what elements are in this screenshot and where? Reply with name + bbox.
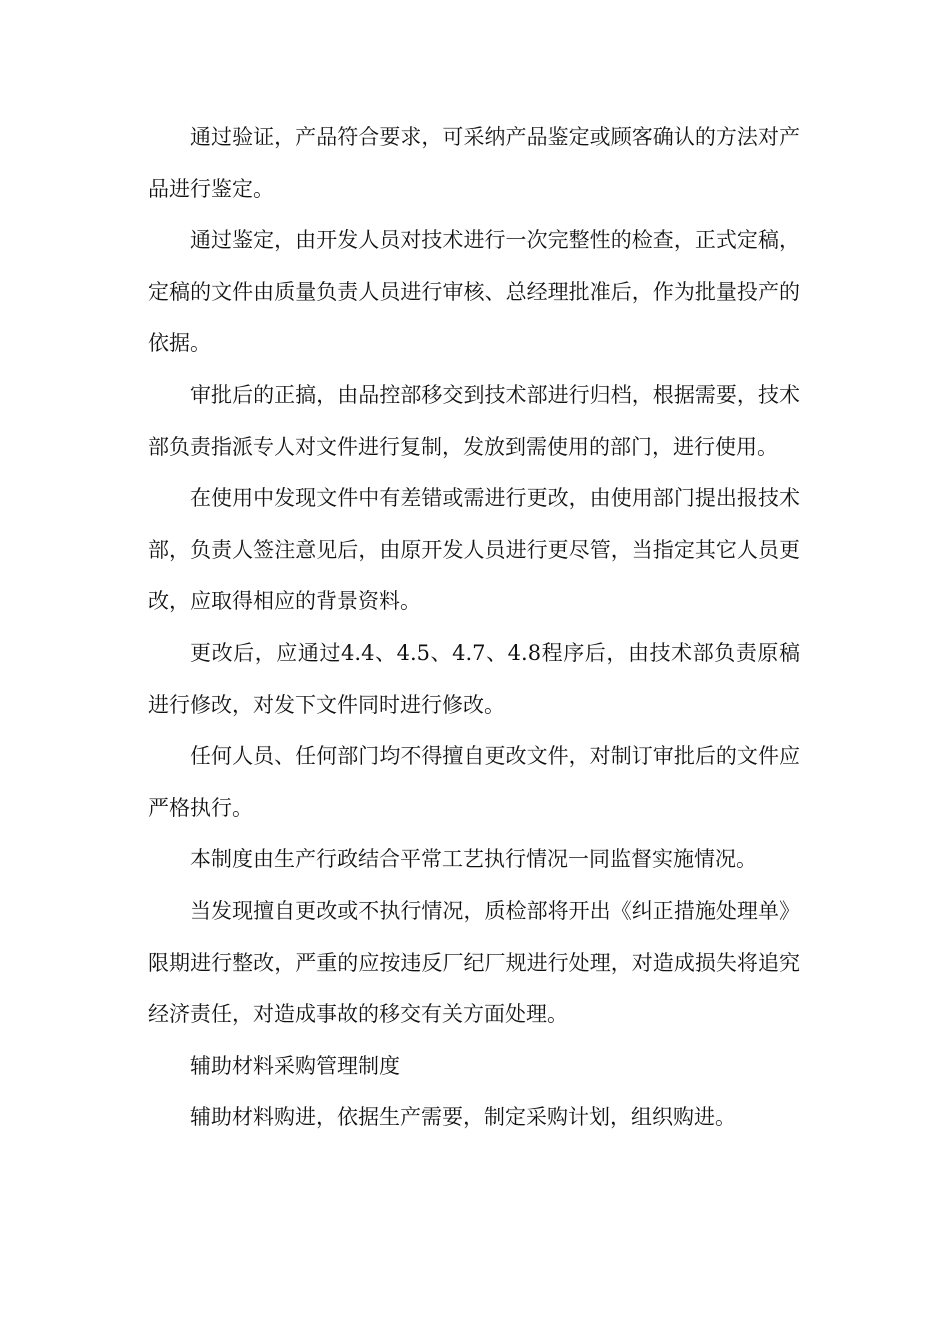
- paragraph-change-request: 在使用中发现文件中有差错或需进行更改，由使用部门提出报技术部，负责人签注意见后，由原开发人员进行更尽管，当指定其它人员更改，应取得相应的背景资料。: [148, 486, 800, 614]
- paragraph-corrective-action: 当发现擅自更改或不执行情况，质检部将开出《纠正措施处理单》限期进行整改，严重的应按违反厂纪厂规进行处理，对造成损失将追究经济责任，对造成事故的移交有关方面处理。: [148, 898, 800, 1027]
- paragraph-auxiliary-purchase: 辅助材料购进，依据生产需要，制定采购计划，组织购进。: [190, 1105, 736, 1130]
- paragraph-product-appraisal: 通过鉴定，由开发人员对技术进行一次完整性的检查，正式定稿，定稿的文件由质量负责人员进行审核、总经理批准后，作为批量投产的依据。: [148, 228, 800, 356]
- paragraph-after-change: 更改后，应通过4.4、4.5、4.7、4.8程序后，由技术部负责原稿进行修改，对发下文件同时进行修改。: [148, 640, 800, 717]
- paragraph-no-unauthorized-change: 任何人员、任何部门均不得擅自更改文件，对制订审批后的文件应严格执行。: [148, 744, 800, 820]
- paragraph-product-verification: 通过验证，产品符合要求，可采纳产品鉴定或顾客确认的方法对产品进行鉴定。: [148, 125, 800, 201]
- section-heading-auxiliary-materials: 辅助材料采购管理制度: [190, 1053, 400, 1078]
- paragraph-supervision: 本制度由生产行政结合平常工艺执行情况一同监督实施情况。: [190, 847, 757, 872]
- document-body: [148, 112, 800, 1144]
- paragraph-archiving: 审批后的正搞，由品控部移交到技术部进行归档，根据需要，技术部负责指派专人对文件进行复制，发放到需使用的部门，进行使用。: [148, 382, 800, 459]
